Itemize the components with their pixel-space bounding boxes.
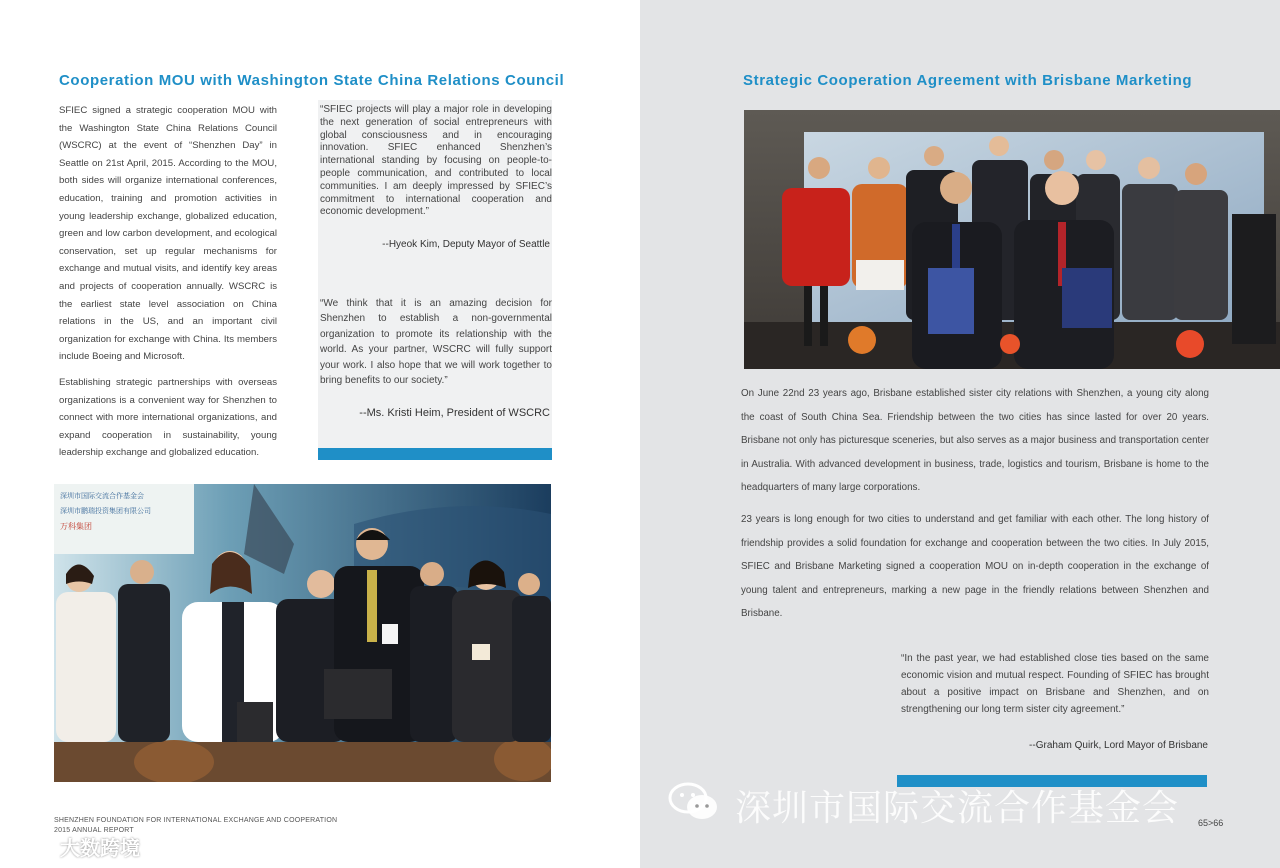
left-heading: Cooperation MOU with Washington State China Relations Council <box>59 72 565 89</box>
right-body-paragraph-2: 23 years is long enough for two cities to understand and get familiar with each other. The long history of friendship provides a solid foundation for exchange and cooperation between the two cities. In July 2015, SFIEC and Brisbane Marketing signed a cooperation MOU on in-depth cooperation in the exchange of young talent and entrepreneurs, marking a new page in the friendly relations between Shenzhen and Brisbane. <box>741 514 1209 620</box>
right-heading: Strategic Cooperation Agreement with Brisbane Marketing <box>743 72 1193 89</box>
svg-text:∞: ∞ <box>22 839 31 850</box>
quote-attribution-graham-quirk: --Graham Quirk, Lord Mayor of Brisbane <box>1029 740 1208 751</box>
quote-hyeok-kim: “SFIEC projects will play a major role in developing the next generation of social entrepreneurs with global consciousness and in encouraging innovation. SFIEC enhanced Shenzhen’s international standing by focusing on people-to-people communication, and contributed to local communities. I am deeply impressed by SFIEC’s commitment to international cooperation and economic development.” <box>320 104 552 218</box>
right-body-paragraph-1: On June 22nd 23 years ago, Brisbane established sister city relations with Shenzhen, a young city along the coast of South China Sea. Friendship between the two cities has since lasted for over 20 years. Brisbane not only has picturesque sceneries, but also serves as a major business and transportation center in Australia. With advanced development in business, trade, logistics and tourism, Brisbane is home to the headquarters of many large corporations. <box>741 388 1209 494</box>
quote-box <box>318 100 552 460</box>
page-number: 65>66 <box>1198 818 1224 828</box>
quote-box-accent-bar <box>318 448 552 460</box>
seattle-photo-illustration <box>54 484 551 782</box>
backdrop-logo-vanke: 万科集团 <box>60 522 92 531</box>
left-body-paragraph-2: Establishing strategic partnerships with overseas organizations is a convenient way for Shenzhen to connect with more international organizations, and expand cooperation in sustainability, young leadership exchange and globalized education. <box>59 376 277 459</box>
dashu-logo-text: 大数跨境 <box>60 836 140 860</box>
footer-foundation-name: SHENZHEN FOUNDATION FOR INTERNATIONAL EXCHANGE AND COOPERATION <box>54 817 338 824</box>
brisbane-photo-illustration <box>744 110 1280 369</box>
dashu-logo <box>8 826 168 864</box>
quote-graham-quirk: “In the past year, we had established close ties based on the same economic vision and mutual respect. Founding of SFIEC has brought about a positive impact on Brisbane and Shenzhen, and on strengthening our long term sister city agreement.” <box>901 653 1209 715</box>
seattle-signing-photo <box>54 484 551 782</box>
wechat-icon <box>668 781 720 823</box>
footer-report-title: 2015 ANNUAL REPORT <box>54 827 134 834</box>
brisbane-signing-photo <box>744 110 1280 369</box>
backdrop-logo-sfiec: 深圳市国际交流合作基金会 <box>60 492 144 500</box>
left-body-column <box>59 102 277 470</box>
backdrop-logo-pengrui: 深圳市鹏瑞投资集团有限公司 <box>60 507 151 515</box>
quote-kristi-heim: “We think that it is an amazing decision for Shenzhen to establish a non-governmental organization to promote its relationship with the world. As your partner, WSCRC will fully support your work. I also hope that we will work together to bring benefits to our society.” <box>320 298 552 387</box>
quote-attribution-kristi-heim: --Ms. Kristi Heim, President of WSCRC <box>359 407 550 419</box>
watermark-text: 深圳市国际交流合作基金会 <box>735 788 1180 829</box>
left-body-paragraph-1: SFIEC signed a strategic cooperation MOU with the Washington State China Relations Council (WSCRC) at the event of “Shenzhen Day” in Seattle on 21st April, 2015. According to the MOU, both sides will organize international conferences, education, training and promotion activities in young leadership exchange, globalized education, green and low carbon development, and ecological conservation, set up regular mechanisms for exchange and mutual visits, and identify key areas and projects of cooperation annually. WSCRC is the earliest state level association on China relations in the US, and an important civil organization for exchange with China. Its members include Boeing and Microsoft. <box>59 105 277 363</box>
quote-attribution-hyeok-kim: --Hyeok Kim, Deputy Mayor of Seattle <box>382 239 550 250</box>
dashu-logo-icon <box>8 826 56 860</box>
